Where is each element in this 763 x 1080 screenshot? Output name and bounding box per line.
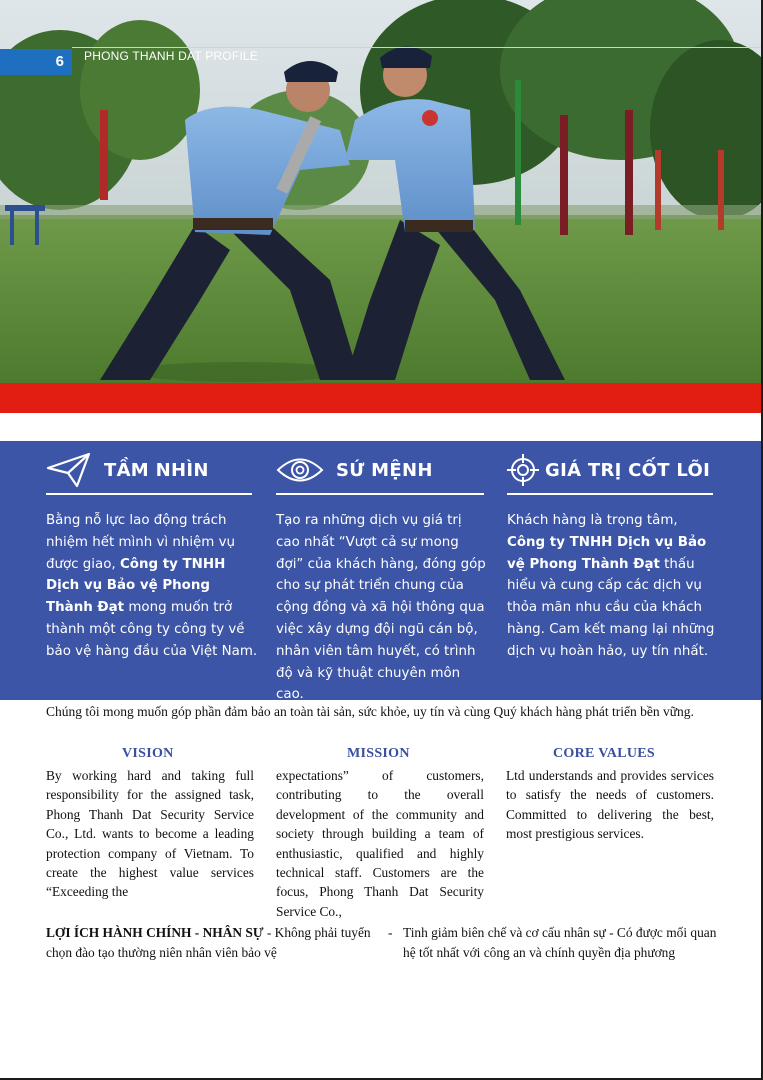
core-values-text-part: thấu hiểu và cung cấp các dịch vụ thỏa mãn nhu cầu của khách hàng. Cam kết mang lại những dịch vụ hoàn hảo, uy tín nhất. <box>507 556 715 659</box>
core-values-rule <box>507 493 713 495</box>
eye-icon <box>276 455 324 485</box>
vision-english-text: By working hard and taking full responsibility for the assigned task, Phong Thanh Dat Security Service Co., Ltd. wants to become a leading protection company of Vietnam. To create the highest value services “Exceeding the <box>46 768 254 900</box>
mission-title: SỨ MỆNH <box>336 459 433 481</box>
admin-benefits-text: - Không phải tuyển chọn đào tạo thường niên nhân viên bảo vệ <box>46 925 371 960</box>
crosshair-icon <box>507 454 539 486</box>
values-panel <box>0 441 763 703</box>
core-values-english-text: Ltd understands and provides services to satisfy the needs of customers. Committed to delivering the best, most prestigious services. <box>506 768 714 842</box>
admin-benefits-left <box>46 923 376 963</box>
vision-text-part: Bằng nỗ lực lao động trách nhiệm hết mình vì nhiệm vụ được giao, <box>46 513 236 572</box>
mission-rule <box>276 493 484 495</box>
mission-heading: MISSION <box>347 746 410 761</box>
core-values-header <box>507 451 710 489</box>
header-rule <box>72 47 763 48</box>
core-values-text <box>507 510 717 663</box>
mission-english-text: expectations” of customers, contributing to the overall development of the community and society through building a team of enthusiastic, qualified and highly technical staff. Customers are the focus, Phong Thanh Dat Security Service Co., <box>276 768 484 919</box>
core-values-heading: CORE VALUES <box>553 746 655 761</box>
intro-paragraph: Chúng tôi mong muốn góp phần đảm bảo an toàn tài sản, sức khỏe, uy tín và cùng Quý khách hàng phát triển bền vững. <box>46 704 694 719</box>
vision-company-name: Công ty TNHH Dịch vụ Bảo vệ Phong Thành Đạt <box>46 556 226 616</box>
vision-heading: VISION <box>122 746 174 761</box>
page-number: 6 <box>0 49 72 75</box>
admin-benefits-right-text: Tinh giảm biên chế và cơ cấu nhân sự - Có được mối quan hệ tốt nhất với công an và chính quyền địa phương <box>403 925 717 960</box>
vision-title: TẦM NHÌN <box>104 459 209 481</box>
vision-rule <box>46 493 252 495</box>
vision-text <box>46 510 260 663</box>
red-accent-bar <box>0 383 763 413</box>
vision-header <box>46 451 209 489</box>
paper-plane-icon <box>46 451 92 489</box>
mission-header <box>276 451 433 489</box>
core-values-text-part: Khách hàng là trọng tâm, <box>507 513 678 528</box>
admin-benefits-heading: LỢI ÍCH HÀNH CHÍNH - NHÂN SỰ <box>46 925 264 940</box>
hero-photo <box>0 0 763 383</box>
page-title: PHONG THANH DAT PROFILE <box>84 49 258 63</box>
core-values-company-name: Công ty TNHH Dịch vụ Bảo vệ Phong Thành Đạt <box>507 534 707 572</box>
bullet-dash: - <box>388 925 393 940</box>
core-values-title: GIÁ TRỊ CỐT LÕI <box>545 459 711 481</box>
admin-benefits-right <box>388 923 718 963</box>
vision-text-part: mong muốn trở thành một công ty công ty về bảo vệ hàng đầu của Việt Nam. <box>46 600 258 659</box>
mission-text: Tạo ra những dịch vụ giá trị cao nhất “Vượt cả sự mong đợi” của khách hàng, đóng góp cho sự phát triển chung của cộng đồng và xã hội thông qua việc xây dựng đội ngũ cán bộ, nhân viên tâm huyết, có trình độ và kỹ thuật chuyên môn cao. <box>276 513 486 703</box>
